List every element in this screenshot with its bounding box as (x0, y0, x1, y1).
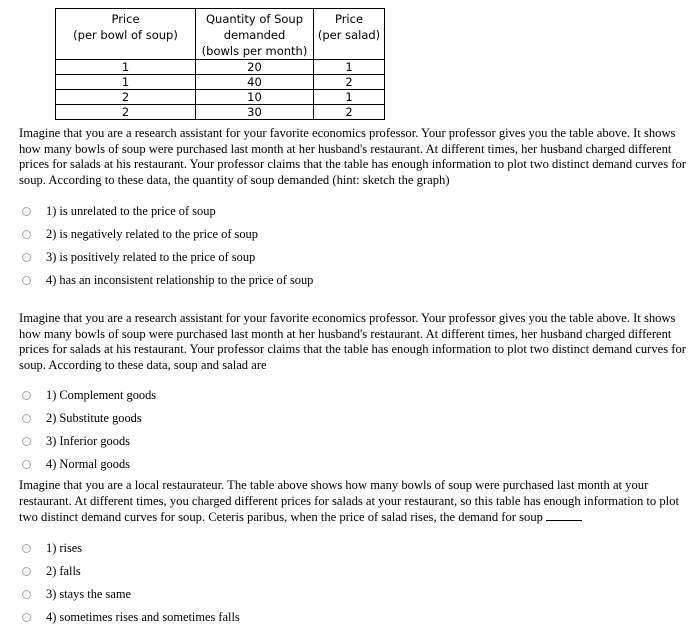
question-3-body: Imagine that you are a local restaurateur. The table above shows how many bowls of soup were purchased last month at your restaurant. At different times, you charged different prices for salads at your restaurant, so this table has enough information to plot two distinct demand curves for soup. Ceteris paribus, when the price of salad rises, the demand for soup (19, 478, 679, 524)
question-2-text: Imagine that you are a research assistant for your favorite economics professor. Your professor gives you the table above. It shows how many bowls of soup were purchased last month at her husband's restaurant. At different times, her husband charged different prices for salads at his restaurant. Your professor claims that the table has enough information to plot two distinct demand curves for soup. According to these data, soup and salad are (19, 311, 686, 372)
question-2-options (22, 384, 156, 476)
answer-option[interactable] (22, 430, 156, 453)
table-cell: 2 (56, 105, 196, 120)
table-cell: 1 (56, 75, 196, 90)
radio-button[interactable] (22, 544, 31, 553)
answer-option[interactable] (22, 583, 240, 606)
header-line: demanded (223, 28, 286, 42)
table-header-row (56, 9, 385, 60)
option-label: 2) is negatively related to the price of soup (46, 227, 258, 241)
option-label: 2) Substitute goods (46, 411, 142, 425)
table-cell: 1 (56, 60, 196, 75)
option-label: 3) stays the same (46, 587, 131, 601)
header-salad-price (314, 9, 385, 60)
question-3-text (19, 478, 699, 526)
answer-option[interactable] (22, 384, 156, 407)
radio-button[interactable] (22, 253, 31, 262)
answer-option[interactable] (22, 269, 313, 292)
option-label: 2) falls (46, 564, 81, 578)
option-label: 4) has an inconsistent relationship to the price of soup (46, 273, 314, 287)
header-line: Quantity of Soup (205, 12, 303, 26)
table-row (56, 90, 385, 105)
table-row (56, 75, 385, 90)
header-soup-price (56, 9, 196, 60)
header-quantity (196, 9, 314, 60)
radio-button[interactable] (22, 391, 31, 400)
header-line: (per salad) (317, 28, 381, 42)
radio-button[interactable] (22, 276, 31, 285)
header-line: (per bowl of soup) (73, 28, 178, 42)
option-label: 4) Normal goods (46, 457, 130, 471)
answer-option[interactable] (22, 453, 156, 476)
header-line: Price (334, 12, 364, 26)
table-cell: 1 (314, 90, 385, 105)
table-row (56, 60, 385, 75)
header-line: (bowls per month) (201, 44, 308, 58)
answer-option[interactable] (22, 606, 240, 629)
answer-blank (546, 509, 582, 521)
radio-button[interactable] (22, 613, 31, 622)
answer-option[interactable] (22, 246, 313, 269)
option-label: 1) is unrelated to the price of soup (46, 204, 216, 218)
answer-option[interactable] (22, 560, 240, 583)
table-row (56, 105, 385, 120)
option-label: 3) Inferior goods (46, 434, 130, 448)
answer-option[interactable] (22, 407, 156, 430)
answer-option[interactable] (22, 200, 313, 223)
radio-button[interactable] (22, 590, 31, 599)
table-cell: 2 (314, 75, 385, 90)
radio-button[interactable] (22, 207, 31, 216)
option-label: 1) rises (46, 541, 83, 555)
table-cell: 2 (56, 90, 196, 105)
option-label: 3) is positively related to the price of soup (46, 250, 256, 264)
table-cell: 1 (314, 60, 385, 75)
answer-option[interactable] (22, 223, 313, 246)
question-1-options (22, 200, 313, 292)
radio-button[interactable] (22, 567, 31, 576)
data-table (55, 8, 385, 120)
radio-button[interactable] (22, 460, 31, 469)
radio-button[interactable] (22, 414, 31, 423)
table-cell: 2 (314, 105, 385, 120)
table-cell: 10 (196, 90, 314, 105)
option-label: 4) sometimes rises and sometimes falls (46, 610, 240, 624)
question-1-text: Imagine that you are a research assistant for your favorite economics professor. Your professor gives you the table above. It shows how many bowls of soup were purchased last month at her husband's restaurant. At different times, her husband charged different prices for salads at his restaurant. Your professor claims that the table has enough information to plot two distinct demand curves for soup. According to these data, the quantity of soup demanded (hint: sketch the graph) (19, 126, 686, 187)
header-line: Price (111, 12, 140, 26)
table-cell: 20 (196, 60, 314, 75)
radio-button[interactable] (22, 437, 31, 446)
table-cell: 40 (196, 75, 314, 90)
question-3-options (22, 537, 240, 629)
answer-option[interactable] (22, 537, 240, 560)
table-cell: 30 (196, 105, 314, 120)
radio-button[interactable] (22, 230, 31, 239)
option-label: 1) Complement goods (46, 388, 157, 402)
